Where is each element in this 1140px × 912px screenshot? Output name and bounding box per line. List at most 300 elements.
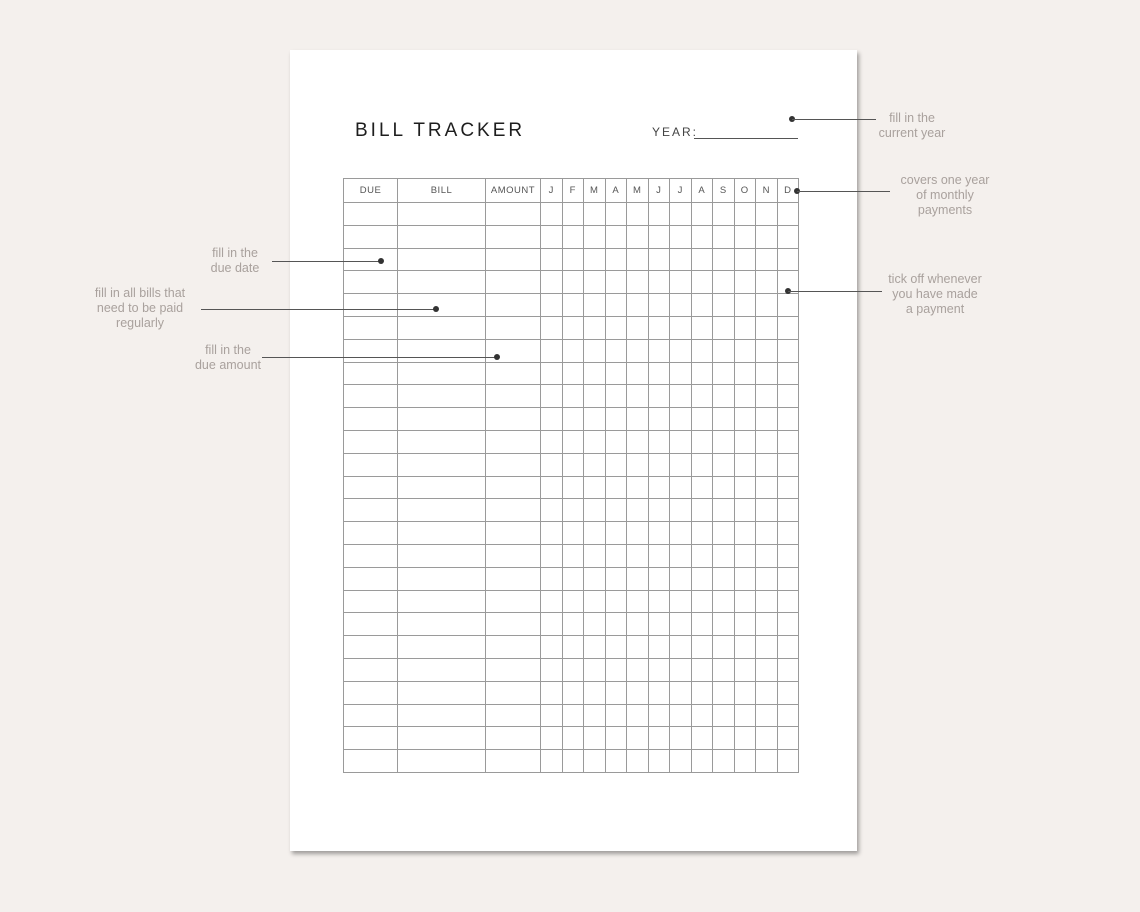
month-checkbox-cell[interactable]: [713, 613, 735, 636]
month-checkbox-cell[interactable]: [627, 544, 649, 567]
entry-cell[interactable]: [398, 567, 486, 590]
month-checkbox-cell[interactable]: [541, 362, 563, 385]
month-checkbox-cell[interactable]: [605, 499, 627, 522]
month-checkbox-cell[interactable]: [627, 522, 649, 545]
month-checkbox-cell[interactable]: [627, 567, 649, 590]
month-checkbox-cell[interactable]: [670, 430, 692, 453]
month-checkbox-cell[interactable]: [584, 522, 606, 545]
month-checkbox-cell[interactable]: [562, 704, 584, 727]
month-checkbox-cell[interactable]: [584, 203, 606, 226]
month-checkbox-cell[interactable]: [777, 385, 799, 408]
month-checkbox-cell[interactable]: [605, 567, 627, 590]
month-checkbox-cell[interactable]: [627, 316, 649, 339]
month-checkbox-cell[interactable]: [562, 727, 584, 750]
month-checkbox-cell[interactable]: [562, 316, 584, 339]
month-checkbox-cell[interactable]: [777, 430, 799, 453]
entry-cell[interactable]: [398, 453, 486, 476]
month-checkbox-cell[interactable]: [584, 727, 606, 750]
month-checkbox-cell[interactable]: [605, 590, 627, 613]
entry-cell[interactable]: [344, 658, 398, 681]
month-checkbox-cell[interactable]: [670, 750, 692, 773]
month-checkbox-cell[interactable]: [734, 636, 756, 659]
month-checkbox-cell[interactable]: [691, 225, 713, 248]
month-checkbox-cell[interactable]: [691, 681, 713, 704]
month-checkbox-cell[interactable]: [562, 362, 584, 385]
month-checkbox-cell[interactable]: [562, 385, 584, 408]
entry-cell[interactable]: [398, 248, 486, 271]
entry-cell[interactable]: [486, 408, 541, 431]
month-checkbox-cell[interactable]: [541, 704, 563, 727]
entry-cell[interactable]: [344, 704, 398, 727]
entry-cell[interactable]: [398, 681, 486, 704]
month-checkbox-cell[interactable]: [670, 658, 692, 681]
month-checkbox-cell[interactable]: [627, 385, 649, 408]
month-checkbox-cell[interactable]: [562, 408, 584, 431]
entry-cell[interactable]: [398, 408, 486, 431]
month-checkbox-cell[interactable]: [541, 613, 563, 636]
month-checkbox-cell[interactable]: [713, 636, 735, 659]
entry-cell[interactable]: [486, 499, 541, 522]
month-checkbox-cell[interactable]: [648, 362, 670, 385]
month-checkbox-cell[interactable]: [691, 636, 713, 659]
month-checkbox-cell[interactable]: [648, 567, 670, 590]
month-checkbox-cell[interactable]: [713, 681, 735, 704]
month-checkbox-cell[interactable]: [756, 750, 778, 773]
month-checkbox-cell[interactable]: [648, 750, 670, 773]
month-checkbox-cell[interactable]: [734, 271, 756, 294]
month-checkbox-cell[interactable]: [713, 271, 735, 294]
month-checkbox-cell[interactable]: [584, 544, 606, 567]
month-checkbox-cell[interactable]: [584, 339, 606, 362]
month-checkbox-cell[interactable]: [691, 385, 713, 408]
month-checkbox-cell[interactable]: [734, 316, 756, 339]
month-checkbox-cell[interactable]: [777, 567, 799, 590]
month-checkbox-cell[interactable]: [777, 727, 799, 750]
month-checkbox-cell[interactable]: [734, 658, 756, 681]
month-checkbox-cell[interactable]: [670, 339, 692, 362]
month-checkbox-cell[interactable]: [605, 522, 627, 545]
month-checkbox-cell[interactable]: [777, 408, 799, 431]
month-checkbox-cell[interactable]: [670, 727, 692, 750]
entry-cell[interactable]: [398, 750, 486, 773]
month-checkbox-cell[interactable]: [734, 590, 756, 613]
month-checkbox-cell[interactable]: [691, 453, 713, 476]
month-checkbox-cell[interactable]: [734, 544, 756, 567]
month-checkbox-cell[interactable]: [627, 681, 649, 704]
month-checkbox-cell[interactable]: [627, 658, 649, 681]
month-checkbox-cell[interactable]: [713, 522, 735, 545]
month-checkbox-cell[interactable]: [541, 636, 563, 659]
month-checkbox-cell[interactable]: [734, 727, 756, 750]
entry-cell[interactable]: [486, 271, 541, 294]
month-checkbox-cell[interactable]: [691, 248, 713, 271]
month-checkbox-cell[interactable]: [713, 750, 735, 773]
month-checkbox-cell[interactable]: [670, 225, 692, 248]
month-checkbox-cell[interactable]: [691, 476, 713, 499]
year-input-line[interactable]: [694, 138, 798, 139]
month-checkbox-cell[interactable]: [713, 385, 735, 408]
month-checkbox-cell[interactable]: [691, 408, 713, 431]
entry-cell[interactable]: [344, 203, 398, 226]
month-checkbox-cell[interactable]: [605, 248, 627, 271]
month-checkbox-cell[interactable]: [605, 704, 627, 727]
month-checkbox-cell[interactable]: [734, 408, 756, 431]
month-checkbox-cell[interactable]: [605, 408, 627, 431]
month-checkbox-cell[interactable]: [691, 522, 713, 545]
month-checkbox-cell[interactable]: [627, 750, 649, 773]
entry-cell[interactable]: [486, 362, 541, 385]
month-checkbox-cell[interactable]: [734, 385, 756, 408]
month-checkbox-cell[interactable]: [648, 316, 670, 339]
month-checkbox-cell[interactable]: [670, 590, 692, 613]
month-checkbox-cell[interactable]: [541, 567, 563, 590]
month-checkbox-cell[interactable]: [584, 476, 606, 499]
month-checkbox-cell[interactable]: [713, 658, 735, 681]
month-checkbox-cell[interactable]: [605, 727, 627, 750]
month-checkbox-cell[interactable]: [713, 727, 735, 750]
entry-cell[interactable]: [486, 430, 541, 453]
month-checkbox-cell[interactable]: [777, 248, 799, 271]
month-checkbox-cell[interactable]: [541, 499, 563, 522]
entry-cell[interactable]: [486, 590, 541, 613]
month-checkbox-cell[interactable]: [541, 316, 563, 339]
month-checkbox-cell[interactable]: [670, 316, 692, 339]
month-checkbox-cell[interactable]: [605, 476, 627, 499]
entry-cell[interactable]: [398, 590, 486, 613]
month-checkbox-cell[interactable]: [648, 408, 670, 431]
month-checkbox-cell[interactable]: [670, 408, 692, 431]
month-checkbox-cell[interactable]: [605, 544, 627, 567]
month-checkbox-cell[interactable]: [756, 727, 778, 750]
month-checkbox-cell[interactable]: [777, 613, 799, 636]
month-checkbox-cell[interactable]: [713, 362, 735, 385]
month-checkbox-cell[interactable]: [734, 225, 756, 248]
entry-cell[interactable]: [344, 385, 398, 408]
entry-cell[interactable]: [398, 339, 486, 362]
month-checkbox-cell[interactable]: [713, 704, 735, 727]
month-checkbox-cell[interactable]: [670, 203, 692, 226]
month-checkbox-cell[interactable]: [541, 727, 563, 750]
month-checkbox-cell[interactable]: [648, 339, 670, 362]
month-checkbox-cell[interactable]: [691, 704, 713, 727]
month-checkbox-cell[interactable]: [584, 225, 606, 248]
month-checkbox-cell[interactable]: [605, 203, 627, 226]
month-checkbox-cell[interactable]: [734, 203, 756, 226]
month-checkbox-cell[interactable]: [605, 362, 627, 385]
month-checkbox-cell[interactable]: [691, 544, 713, 567]
month-checkbox-cell[interactable]: [756, 544, 778, 567]
entry-cell[interactable]: [486, 567, 541, 590]
entry-cell[interactable]: [486, 727, 541, 750]
month-checkbox-cell[interactable]: [756, 385, 778, 408]
month-checkbox-cell[interactable]: [756, 453, 778, 476]
month-checkbox-cell[interactable]: [648, 499, 670, 522]
entry-cell[interactable]: [398, 203, 486, 226]
month-checkbox-cell[interactable]: [541, 544, 563, 567]
month-checkbox-cell[interactable]: [541, 590, 563, 613]
month-checkbox-cell[interactable]: [562, 225, 584, 248]
entry-cell[interactable]: [398, 476, 486, 499]
month-checkbox-cell[interactable]: [627, 294, 649, 317]
month-checkbox-cell[interactable]: [584, 385, 606, 408]
month-checkbox-cell[interactable]: [691, 727, 713, 750]
month-checkbox-cell[interactable]: [756, 271, 778, 294]
entry-cell[interactable]: [344, 567, 398, 590]
month-checkbox-cell[interactable]: [627, 499, 649, 522]
month-checkbox-cell[interactable]: [541, 750, 563, 773]
month-checkbox-cell[interactable]: [648, 248, 670, 271]
month-checkbox-cell[interactable]: [584, 430, 606, 453]
entry-cell[interactable]: [344, 248, 398, 271]
month-checkbox-cell[interactable]: [648, 271, 670, 294]
entry-cell[interactable]: [486, 750, 541, 773]
entry-cell[interactable]: [344, 499, 398, 522]
month-checkbox-cell[interactable]: [713, 590, 735, 613]
month-checkbox-cell[interactable]: [777, 316, 799, 339]
month-checkbox-cell[interactable]: [777, 681, 799, 704]
month-checkbox-cell[interactable]: [691, 362, 713, 385]
month-checkbox-cell[interactable]: [777, 590, 799, 613]
month-checkbox-cell[interactable]: [584, 408, 606, 431]
month-checkbox-cell[interactable]: [734, 499, 756, 522]
month-checkbox-cell[interactable]: [541, 225, 563, 248]
month-checkbox-cell[interactable]: [562, 567, 584, 590]
entry-cell[interactable]: [486, 613, 541, 636]
month-checkbox-cell[interactable]: [648, 544, 670, 567]
month-checkbox-cell[interactable]: [541, 271, 563, 294]
month-checkbox-cell[interactable]: [756, 499, 778, 522]
month-checkbox-cell[interactable]: [562, 203, 584, 226]
month-checkbox-cell[interactable]: [756, 704, 778, 727]
entry-cell[interactable]: [486, 476, 541, 499]
month-checkbox-cell[interactable]: [605, 636, 627, 659]
month-checkbox-cell[interactable]: [584, 636, 606, 659]
entry-cell[interactable]: [344, 453, 398, 476]
month-checkbox-cell[interactable]: [756, 613, 778, 636]
month-checkbox-cell[interactable]: [734, 704, 756, 727]
entry-cell[interactable]: [344, 271, 398, 294]
month-checkbox-cell[interactable]: [670, 522, 692, 545]
month-checkbox-cell[interactable]: [648, 727, 670, 750]
month-checkbox-cell[interactable]: [584, 316, 606, 339]
month-checkbox-cell[interactable]: [734, 522, 756, 545]
month-checkbox-cell[interactable]: [713, 544, 735, 567]
month-checkbox-cell[interactable]: [627, 203, 649, 226]
month-checkbox-cell[interactable]: [562, 636, 584, 659]
month-checkbox-cell[interactable]: [713, 408, 735, 431]
month-checkbox-cell[interactable]: [541, 385, 563, 408]
entry-cell[interactable]: [486, 294, 541, 317]
month-checkbox-cell[interactable]: [541, 430, 563, 453]
entry-cell[interactable]: [344, 225, 398, 248]
month-checkbox-cell[interactable]: [756, 339, 778, 362]
month-checkbox-cell[interactable]: [777, 225, 799, 248]
entry-cell[interactable]: [398, 225, 486, 248]
month-checkbox-cell[interactable]: [691, 339, 713, 362]
month-checkbox-cell[interactable]: [670, 567, 692, 590]
month-checkbox-cell[interactable]: [627, 362, 649, 385]
month-checkbox-cell[interactable]: [627, 636, 649, 659]
month-checkbox-cell[interactable]: [777, 453, 799, 476]
month-checkbox-cell[interactable]: [713, 294, 735, 317]
month-checkbox-cell[interactable]: [562, 544, 584, 567]
month-checkbox-cell[interactable]: [605, 316, 627, 339]
month-checkbox-cell[interactable]: [691, 316, 713, 339]
month-checkbox-cell[interactable]: [627, 225, 649, 248]
month-checkbox-cell[interactable]: [756, 294, 778, 317]
entry-cell[interactable]: [344, 316, 398, 339]
entry-cell[interactable]: [486, 704, 541, 727]
month-checkbox-cell[interactable]: [756, 203, 778, 226]
month-checkbox-cell[interactable]: [648, 430, 670, 453]
month-checkbox-cell[interactable]: [756, 316, 778, 339]
month-checkbox-cell[interactable]: [584, 613, 606, 636]
month-checkbox-cell[interactable]: [648, 453, 670, 476]
month-checkbox-cell[interactable]: [541, 294, 563, 317]
entry-cell[interactable]: [398, 499, 486, 522]
month-checkbox-cell[interactable]: [691, 294, 713, 317]
month-checkbox-cell[interactable]: [605, 225, 627, 248]
month-checkbox-cell[interactable]: [562, 658, 584, 681]
entry-cell[interactable]: [486, 636, 541, 659]
month-checkbox-cell[interactable]: [562, 248, 584, 271]
month-checkbox-cell[interactable]: [670, 681, 692, 704]
month-checkbox-cell[interactable]: [691, 750, 713, 773]
month-checkbox-cell[interactable]: [734, 362, 756, 385]
month-checkbox-cell[interactable]: [627, 248, 649, 271]
month-checkbox-cell[interactable]: [691, 203, 713, 226]
month-checkbox-cell[interactable]: [734, 567, 756, 590]
month-checkbox-cell[interactable]: [777, 362, 799, 385]
entry-cell[interactable]: [486, 385, 541, 408]
month-checkbox-cell[interactable]: [670, 613, 692, 636]
month-checkbox-cell[interactable]: [648, 522, 670, 545]
month-checkbox-cell[interactable]: [691, 567, 713, 590]
month-checkbox-cell[interactable]: [584, 704, 606, 727]
month-checkbox-cell[interactable]: [777, 544, 799, 567]
month-checkbox-cell[interactable]: [605, 385, 627, 408]
entry-cell[interactable]: [344, 750, 398, 773]
month-checkbox-cell[interactable]: [584, 590, 606, 613]
month-checkbox-cell[interactable]: [562, 681, 584, 704]
month-checkbox-cell[interactable]: [648, 590, 670, 613]
month-checkbox-cell[interactable]: [648, 613, 670, 636]
month-checkbox-cell[interactable]: [713, 248, 735, 271]
month-checkbox-cell[interactable]: [584, 248, 606, 271]
month-checkbox-cell[interactable]: [648, 681, 670, 704]
entry-cell[interactable]: [344, 636, 398, 659]
month-checkbox-cell[interactable]: [648, 636, 670, 659]
entry-cell[interactable]: [486, 316, 541, 339]
month-checkbox-cell[interactable]: [541, 203, 563, 226]
month-checkbox-cell[interactable]: [734, 750, 756, 773]
month-checkbox-cell[interactable]: [541, 658, 563, 681]
month-checkbox-cell[interactable]: [605, 271, 627, 294]
entry-cell[interactable]: [486, 248, 541, 271]
month-checkbox-cell[interactable]: [627, 339, 649, 362]
month-checkbox-cell[interactable]: [605, 339, 627, 362]
month-checkbox-cell[interactable]: [777, 658, 799, 681]
entry-cell[interactable]: [398, 613, 486, 636]
month-checkbox-cell[interactable]: [648, 294, 670, 317]
month-checkbox-cell[interactable]: [541, 453, 563, 476]
month-checkbox-cell[interactable]: [713, 430, 735, 453]
month-checkbox-cell[interactable]: [713, 339, 735, 362]
month-checkbox-cell[interactable]: [691, 590, 713, 613]
month-checkbox-cell[interactable]: [627, 430, 649, 453]
month-checkbox-cell[interactable]: [627, 476, 649, 499]
month-checkbox-cell[interactable]: [713, 225, 735, 248]
month-checkbox-cell[interactable]: [648, 658, 670, 681]
entry-cell[interactable]: [344, 727, 398, 750]
month-checkbox-cell[interactable]: [756, 522, 778, 545]
month-checkbox-cell[interactable]: [562, 613, 584, 636]
entry-cell[interactable]: [398, 636, 486, 659]
entry-cell[interactable]: [398, 271, 486, 294]
entry-cell[interactable]: [486, 544, 541, 567]
month-checkbox-cell[interactable]: [777, 636, 799, 659]
month-checkbox-cell[interactable]: [584, 294, 606, 317]
month-checkbox-cell[interactable]: [756, 567, 778, 590]
month-checkbox-cell[interactable]: [562, 271, 584, 294]
entry-cell[interactable]: [398, 522, 486, 545]
month-checkbox-cell[interactable]: [541, 681, 563, 704]
month-checkbox-cell[interactable]: [627, 704, 649, 727]
month-checkbox-cell[interactable]: [713, 499, 735, 522]
month-checkbox-cell[interactable]: [691, 658, 713, 681]
month-checkbox-cell[interactable]: [605, 453, 627, 476]
month-checkbox-cell[interactable]: [584, 271, 606, 294]
month-checkbox-cell[interactable]: [691, 613, 713, 636]
month-checkbox-cell[interactable]: [734, 430, 756, 453]
entry-cell[interactable]: [486, 681, 541, 704]
month-checkbox-cell[interactable]: [605, 750, 627, 773]
entry-cell[interactable]: [344, 681, 398, 704]
month-checkbox-cell[interactable]: [734, 476, 756, 499]
month-checkbox-cell[interactable]: [756, 636, 778, 659]
month-checkbox-cell[interactable]: [691, 430, 713, 453]
month-checkbox-cell[interactable]: [756, 408, 778, 431]
entry-cell[interactable]: [398, 658, 486, 681]
entry-cell[interactable]: [344, 430, 398, 453]
month-checkbox-cell[interactable]: [627, 590, 649, 613]
entry-cell[interactable]: [344, 590, 398, 613]
month-checkbox-cell[interactable]: [670, 636, 692, 659]
month-checkbox-cell[interactable]: [541, 408, 563, 431]
month-checkbox-cell[interactable]: [777, 476, 799, 499]
month-checkbox-cell[interactable]: [562, 294, 584, 317]
month-checkbox-cell[interactable]: [713, 316, 735, 339]
month-checkbox-cell[interactable]: [777, 750, 799, 773]
month-checkbox-cell[interactable]: [713, 476, 735, 499]
month-checkbox-cell[interactable]: [777, 522, 799, 545]
entry-cell[interactable]: [398, 294, 486, 317]
month-checkbox-cell[interactable]: [562, 453, 584, 476]
month-checkbox-cell[interactable]: [756, 681, 778, 704]
entry-cell[interactable]: [344, 476, 398, 499]
entry-cell[interactable]: [398, 385, 486, 408]
month-checkbox-cell[interactable]: [670, 248, 692, 271]
month-checkbox-cell[interactable]: [691, 499, 713, 522]
month-checkbox-cell[interactable]: [756, 658, 778, 681]
entry-cell[interactable]: [344, 544, 398, 567]
entry-cell[interactable]: [398, 362, 486, 385]
month-checkbox-cell[interactable]: [670, 362, 692, 385]
entry-cell[interactable]: [344, 339, 398, 362]
month-checkbox-cell[interactable]: [562, 476, 584, 499]
entry-cell[interactable]: [344, 408, 398, 431]
month-checkbox-cell[interactable]: [734, 339, 756, 362]
